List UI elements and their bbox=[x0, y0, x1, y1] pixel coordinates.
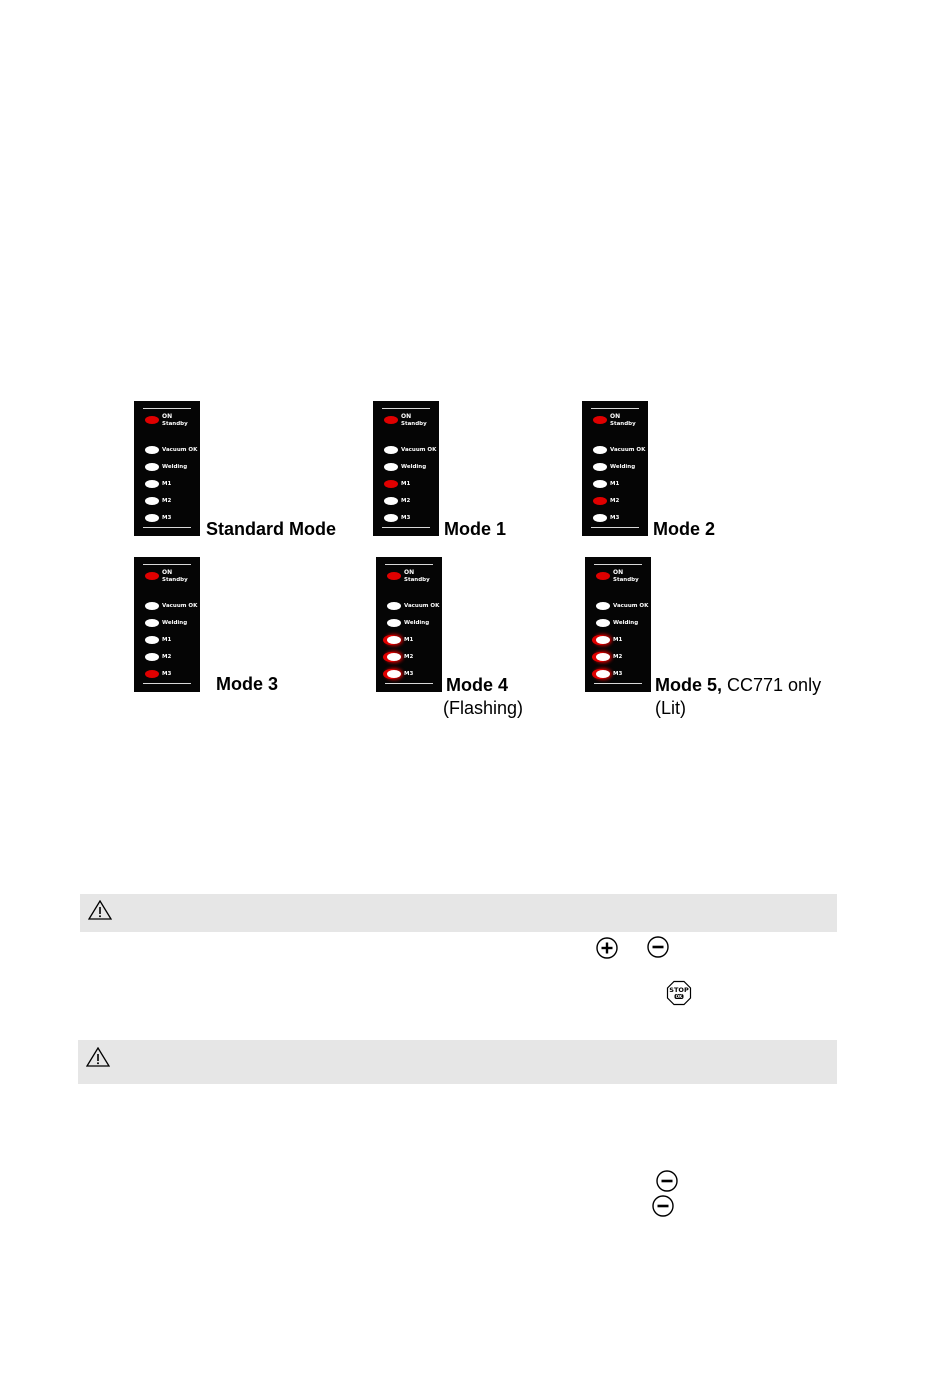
panel-divider bbox=[143, 683, 191, 684]
label-welding: Welding bbox=[610, 464, 636, 470]
led-vacuum-ok bbox=[145, 602, 159, 610]
panel-divider bbox=[382, 527, 430, 528]
warning-bar bbox=[78, 1040, 837, 1084]
led-m2 bbox=[387, 653, 401, 661]
led-m2 bbox=[596, 653, 610, 661]
panel-divider bbox=[143, 564, 191, 565]
led-m3 bbox=[145, 670, 159, 678]
led-panel-mode-5 bbox=[585, 557, 651, 692]
label-m2: M2 bbox=[404, 654, 414, 660]
label-vacuum-ok: Vacuum OK bbox=[610, 447, 646, 453]
label-standby: Standby bbox=[404, 577, 430, 583]
label-vacuum-ok: Vacuum OK bbox=[162, 447, 198, 453]
panel-divider bbox=[143, 408, 191, 409]
label-m1: M1 bbox=[613, 637, 623, 643]
warning-triangle-icon bbox=[88, 900, 112, 920]
label-m3: M3 bbox=[404, 671, 414, 677]
ok-label: OK bbox=[675, 994, 683, 1000]
warning-triangle-icon bbox=[86, 1047, 110, 1067]
panel-divider bbox=[594, 683, 642, 684]
led-m2 bbox=[593, 497, 607, 505]
led-on-standby bbox=[145, 416, 159, 424]
caption-mode-5: Mode 5, CC771 only bbox=[655, 675, 822, 695]
led-welding bbox=[145, 619, 159, 627]
label-m1: M1 bbox=[404, 637, 414, 643]
led-on-standby bbox=[145, 572, 159, 580]
led-vacuum-ok bbox=[596, 602, 610, 610]
caption-mode-4-flashing: (Flashing) bbox=[443, 698, 524, 718]
label-welding: Welding bbox=[613, 620, 639, 626]
label-m3: M3 bbox=[610, 515, 620, 521]
caption-mode-5-note: CC771 only bbox=[722, 675, 822, 695]
led-m1 bbox=[387, 636, 401, 644]
panel-divider bbox=[594, 564, 642, 565]
led-m3 bbox=[145, 514, 159, 522]
label-standby: Standby bbox=[613, 577, 639, 583]
label-on: ON bbox=[404, 569, 415, 576]
label-on: ON bbox=[162, 413, 173, 420]
minus-button-icon bbox=[646, 935, 670, 959]
label-on: ON bbox=[162, 569, 173, 576]
minus-button-icon bbox=[651, 1194, 675, 1218]
label-vacuum-ok: Vacuum OK bbox=[404, 603, 440, 609]
label-welding: Welding bbox=[401, 464, 427, 470]
led-m3 bbox=[387, 670, 401, 678]
caption-mode-1: Mode 1 bbox=[444, 519, 507, 539]
label-welding: Welding bbox=[162, 464, 188, 470]
stop-ok-button-icon bbox=[666, 980, 692, 1006]
label-m1: M1 bbox=[162, 637, 172, 643]
label-m1: M1 bbox=[162, 481, 172, 487]
led-m1 bbox=[593, 480, 607, 488]
label-standby: Standby bbox=[610, 421, 636, 427]
plus-button-icon bbox=[595, 936, 619, 960]
warning-bar bbox=[80, 894, 837, 932]
label-m3: M3 bbox=[162, 515, 172, 521]
label-m2: M2 bbox=[162, 498, 172, 504]
label-m3: M3 bbox=[613, 671, 623, 677]
label-m3: M3 bbox=[162, 671, 172, 677]
label-on: ON bbox=[610, 413, 621, 420]
stop-label: STOP bbox=[669, 986, 689, 994]
led-m1 bbox=[596, 636, 610, 644]
led-welding bbox=[387, 619, 401, 627]
panel-divider bbox=[591, 527, 639, 528]
led-m1 bbox=[145, 480, 159, 488]
led-welding bbox=[384, 463, 398, 471]
led-panel-mode-4 bbox=[376, 557, 442, 692]
led-welding bbox=[596, 619, 610, 627]
panel-divider bbox=[591, 408, 639, 409]
led-m2 bbox=[384, 497, 398, 505]
led-on-standby bbox=[384, 416, 398, 424]
led-on-standby bbox=[387, 572, 401, 580]
label-vacuum-ok: Vacuum OK bbox=[613, 603, 649, 609]
label-m2: M2 bbox=[162, 654, 172, 660]
led-m2 bbox=[145, 653, 159, 661]
led-welding bbox=[593, 463, 607, 471]
label-standby: Standby bbox=[401, 421, 427, 427]
label-m2: M2 bbox=[610, 498, 620, 504]
led-panel-mode-2 bbox=[582, 401, 648, 536]
led-on-standby bbox=[596, 572, 610, 580]
label-vacuum-ok: Vacuum OK bbox=[401, 447, 437, 453]
panel-divider bbox=[385, 683, 433, 684]
label-m2: M2 bbox=[401, 498, 411, 504]
caption-mode-3: Mode 3 bbox=[216, 674, 279, 694]
label-welding: Welding bbox=[162, 620, 188, 626]
label-m2: M2 bbox=[613, 654, 623, 660]
led-vacuum-ok bbox=[384, 446, 398, 454]
led-welding bbox=[145, 463, 159, 471]
minus-button-icon bbox=[655, 1169, 679, 1193]
led-on-standby bbox=[593, 416, 607, 424]
led-vacuum-ok bbox=[145, 446, 159, 454]
label-m1: M1 bbox=[610, 481, 620, 487]
panel-divider bbox=[143, 527, 191, 528]
led-m3 bbox=[596, 670, 610, 678]
label-m1: M1 bbox=[401, 481, 411, 487]
caption-mode-5-lit: (Lit) bbox=[655, 698, 686, 718]
panel-divider bbox=[382, 408, 430, 409]
label-standby: Standby bbox=[162, 421, 188, 427]
led-panel-mode-3 bbox=[134, 557, 200, 692]
label-welding: Welding bbox=[404, 620, 430, 626]
caption-mode-2: Mode 2 bbox=[653, 519, 716, 539]
led-m2 bbox=[145, 497, 159, 505]
caption-mode-4: Mode 4 bbox=[446, 675, 509, 695]
led-panel-standard bbox=[134, 401, 200, 536]
label-standby: Standby bbox=[162, 577, 188, 583]
led-m3 bbox=[384, 514, 398, 522]
panel-divider bbox=[385, 564, 433, 565]
label-m3: M3 bbox=[401, 515, 411, 521]
led-vacuum-ok bbox=[593, 446, 607, 454]
label-on: ON bbox=[401, 413, 412, 420]
led-panel-mode-1 bbox=[373, 401, 439, 536]
led-vacuum-ok bbox=[387, 602, 401, 610]
led-m3 bbox=[593, 514, 607, 522]
label-on: ON bbox=[613, 569, 624, 576]
led-m1 bbox=[145, 636, 159, 644]
label-vacuum-ok: Vacuum OK bbox=[162, 603, 198, 609]
led-m1 bbox=[384, 480, 398, 488]
caption-standard-mode: Standard Mode bbox=[206, 519, 337, 539]
